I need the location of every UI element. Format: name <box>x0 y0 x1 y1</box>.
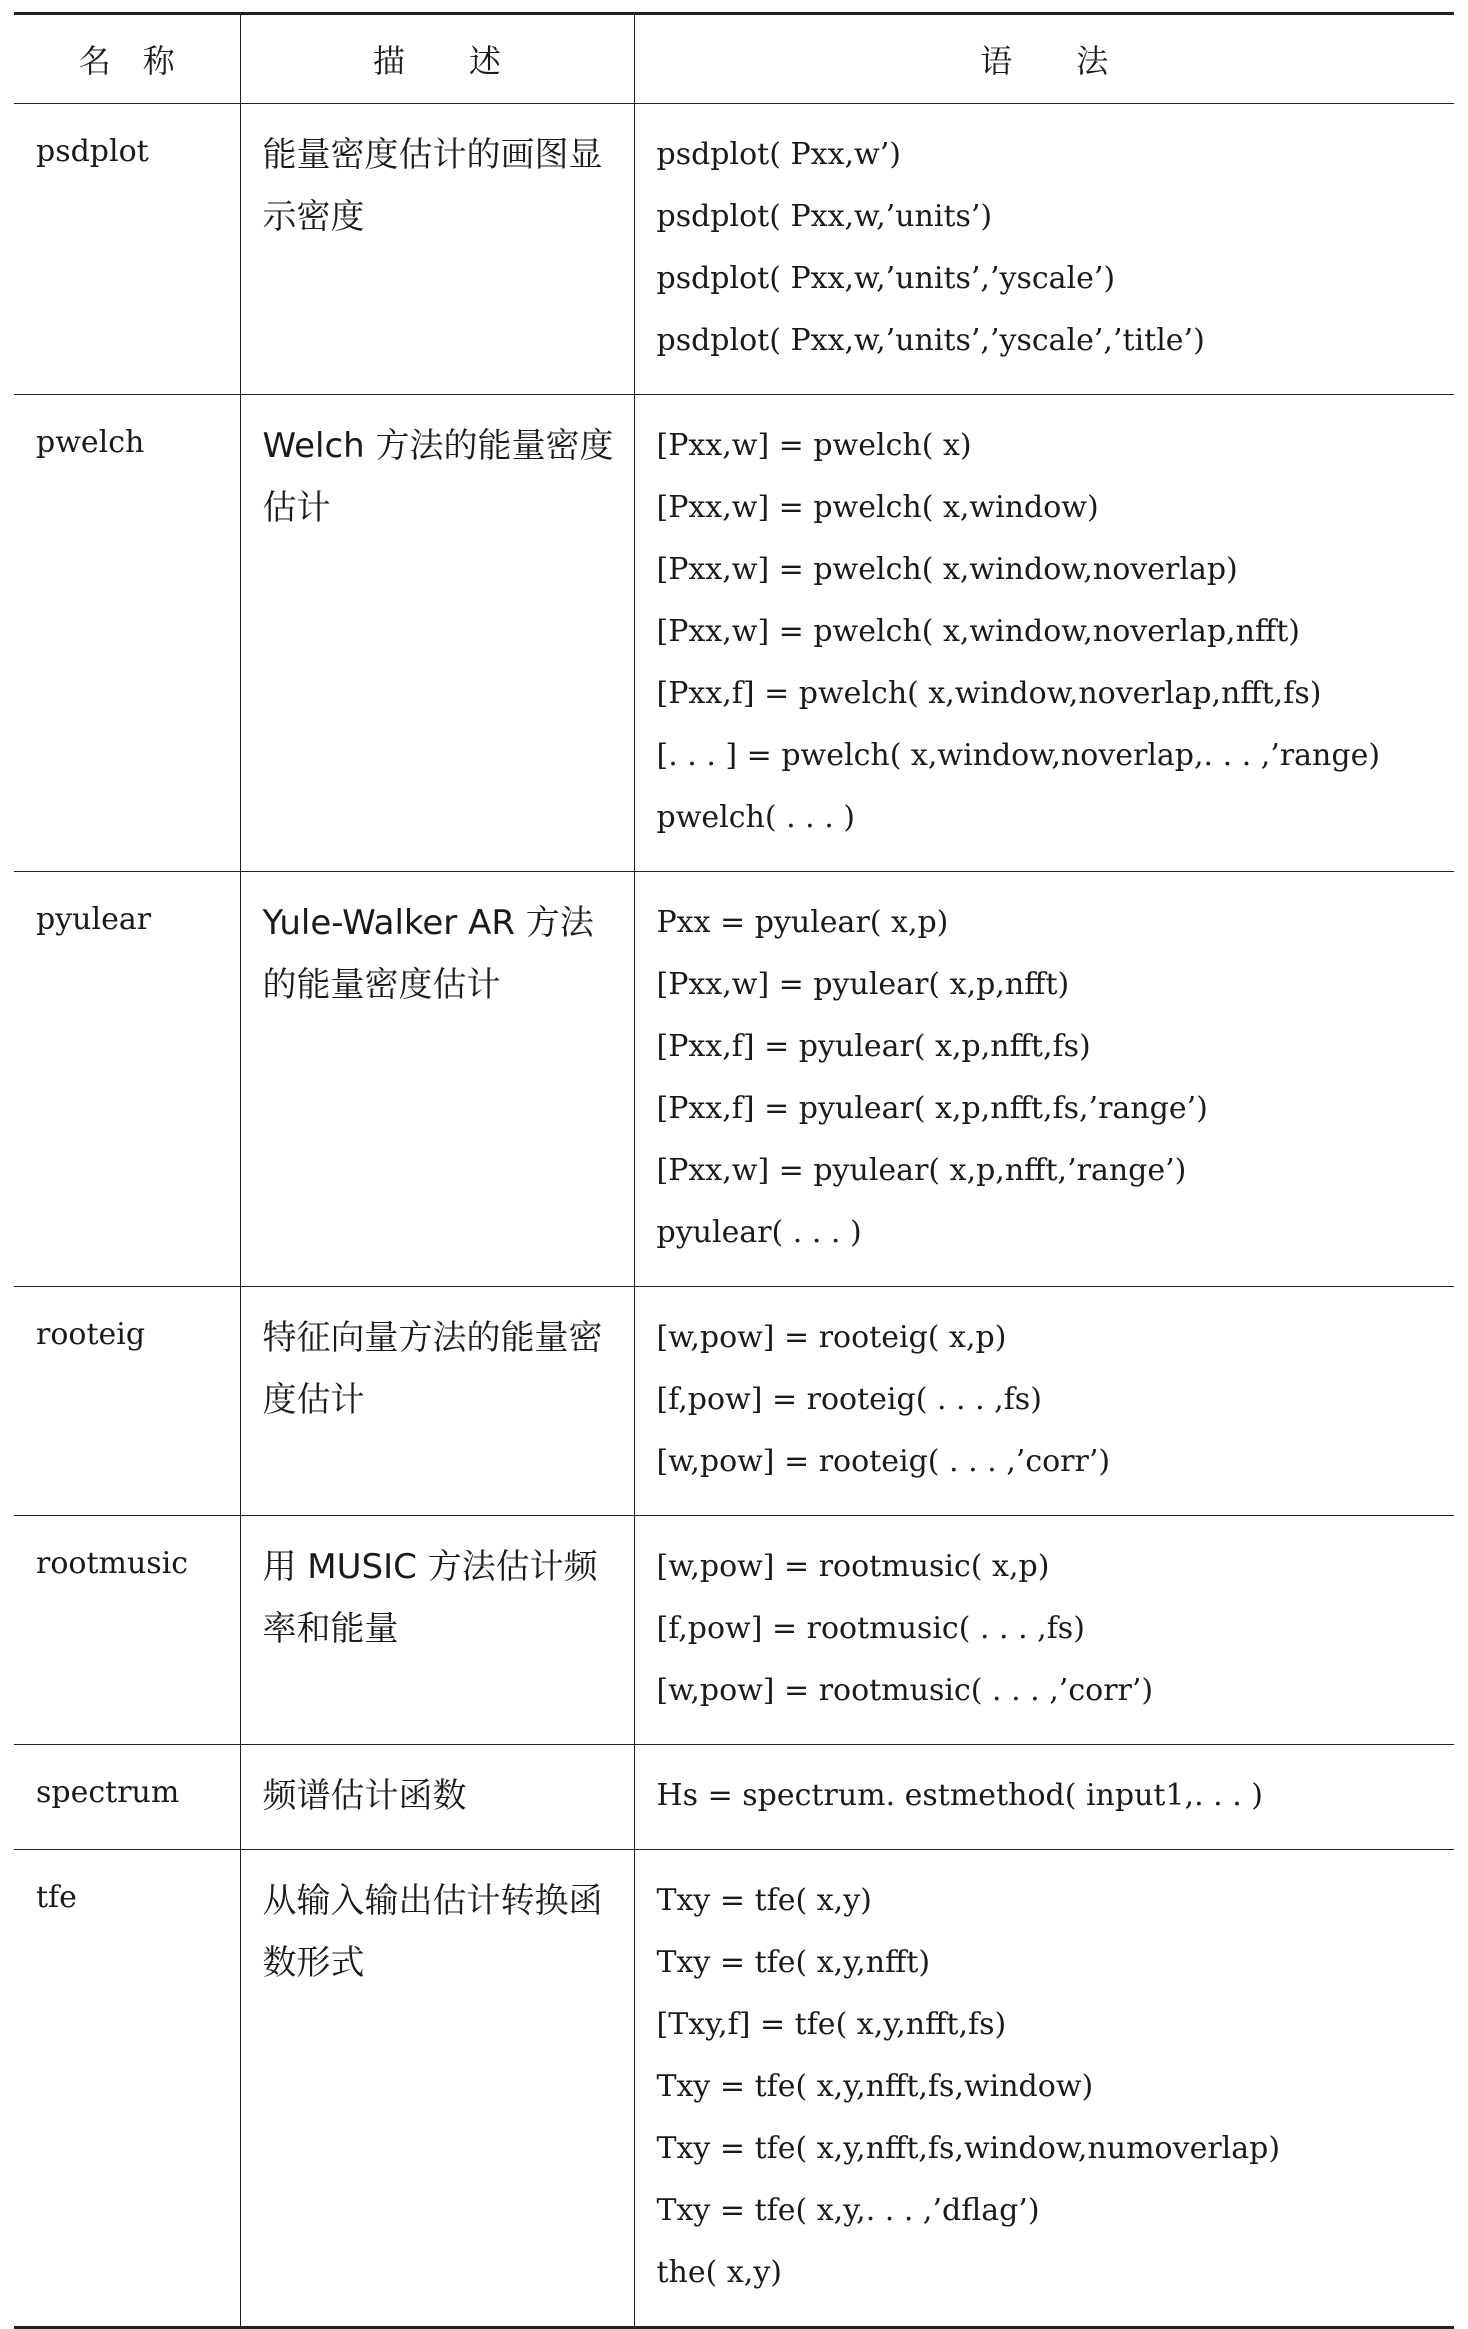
syntax-line: psdplot( Pxx,w,’units’,’yscale’) <box>656 261 1116 296</box>
syntax-line: [Pxx,f] = pyulear( x,p,nfft,fs) <box>656 1029 1091 1064</box>
function-syntax <box>634 1850 1454 2328</box>
function-name: pwelch <box>14 395 240 872</box>
function-syntax <box>634 1516 1454 1745</box>
syntax-line: [Pxx,w] = pwelch( x,window,noverlap,nfft) <box>656 614 1300 649</box>
table-body <box>14 104 1454 2328</box>
function-table <box>14 12 1454 2329</box>
table-header <box>14 14 1454 104</box>
table-row <box>14 395 1454 872</box>
function-name: rootmusic <box>14 1516 240 1745</box>
table-row <box>14 872 1454 1287</box>
syntax-line: Txy = tfe( x,y) <box>656 1883 872 1918</box>
function-description: 特征向量方法的能量密度估计 <box>240 1287 634 1516</box>
table-row <box>14 1850 1454 2328</box>
syntax-line: [Pxx,f] = pwelch( x,window,noverlap,nfft,fs) <box>656 676 1322 711</box>
syntax-line: pwelch( . . . ) <box>656 800 856 835</box>
function-syntax <box>634 104 1454 395</box>
syntax-line: [Pxx,w] = pwelch( x,window,noverlap) <box>656 552 1238 587</box>
function-description: 频谱估计函数 <box>240 1745 634 1850</box>
function-name: psdplot <box>14 104 240 395</box>
syntax-line: [Pxx,f] = pyulear( x,p,nfft,fs,’range’) <box>656 1091 1208 1126</box>
syntax-line: Pxx = pyulear( x,p) <box>656 905 949 940</box>
syntax-line: [Pxx,w] = pwelch( x) <box>656 428 972 463</box>
syntax-line: Txy = tfe( x,y,. . . ,’dflag’) <box>656 2193 1040 2228</box>
syntax-line: psdplot( Pxx,w,’units’) <box>656 199 993 234</box>
table-row <box>14 1745 1454 1850</box>
function-name: tfe <box>14 1850 240 2328</box>
syntax-line: [f,pow] = rootmusic( . . . ,fs) <box>656 1611 1085 1646</box>
syntax-line: [w,pow] = rootmusic( . . . ,’corr’) <box>656 1673 1154 1708</box>
function-description: Yule-Walker AR 方法的能量密度估计 <box>240 872 634 1287</box>
syntax-line: Txy = tfe( x,y,nfft,fs,window,numoverlap) <box>656 2131 1281 2166</box>
syntax-line: Txy = tfe( x,y,nfft,fs,window) <box>656 2069 1094 2104</box>
syntax-line: [Pxx,w] = pwelch( x,window) <box>656 490 1099 525</box>
syntax-line: [Pxx,w] = pyulear( x,p,nfft) <box>656 967 1070 1002</box>
syntax-line: [Pxx,w] = pyulear( x,p,nfft,’range’) <box>656 1153 1187 1188</box>
syntax-line: pyulear( . . . ) <box>656 1215 862 1250</box>
function-description: Welch 方法的能量密度估计 <box>240 395 634 872</box>
syntax-line: [w,pow] = rooteig( . . . ,’corr’) <box>656 1444 1111 1479</box>
header-name: 名 称 <box>14 14 240 104</box>
function-name: rooteig <box>14 1287 240 1516</box>
function-description: 能量密度估计的画图显示密度 <box>240 104 634 395</box>
syntax-line: [Txy,f] = tfe( x,y,nfft,fs) <box>656 2007 1007 2042</box>
syntax-line: psdplot( Pxx,w,’units’,’yscale’,’title’) <box>656 323 1205 358</box>
syntax-line: [w,pow] = rootmusic( x,p) <box>656 1549 1050 1584</box>
function-name: spectrum <box>14 1745 240 1850</box>
header-row <box>14 14 1454 104</box>
function-description: 用 MUSIC 方法估计频率和能量 <box>240 1516 634 1745</box>
function-syntax <box>634 872 1454 1287</box>
function-syntax <box>634 1287 1454 1516</box>
table-row <box>14 1516 1454 1745</box>
function-description: 从输入输出估计转换函数形式 <box>240 1850 634 2328</box>
table-row <box>14 104 1454 395</box>
function-name: pyulear <box>14 872 240 1287</box>
function-syntax <box>634 395 1454 872</box>
syntax-line: psdplot( Pxx,w’) <box>656 137 901 172</box>
syntax-line: [f,pow] = rooteig( . . . ,fs) <box>656 1382 1042 1417</box>
syntax-line: the( x,y) <box>656 2255 782 2290</box>
header-syntax: 语 法 <box>634 14 1454 104</box>
syntax-line: Hs = spectrum. estmethod( input1,. . . ) <box>656 1778 1263 1813</box>
table-row <box>14 1287 1454 1516</box>
syntax-line: Txy = tfe( x,y,nfft) <box>656 1945 931 1980</box>
function-syntax <box>634 1745 1454 1850</box>
syntax-line: [w,pow] = rooteig( x,p) <box>656 1320 1007 1355</box>
syntax-line: [. . . ] = pwelch( x,window,noverlap,. . . ,’range) <box>656 738 1381 773</box>
header-description: 描 述 <box>240 14 634 104</box>
